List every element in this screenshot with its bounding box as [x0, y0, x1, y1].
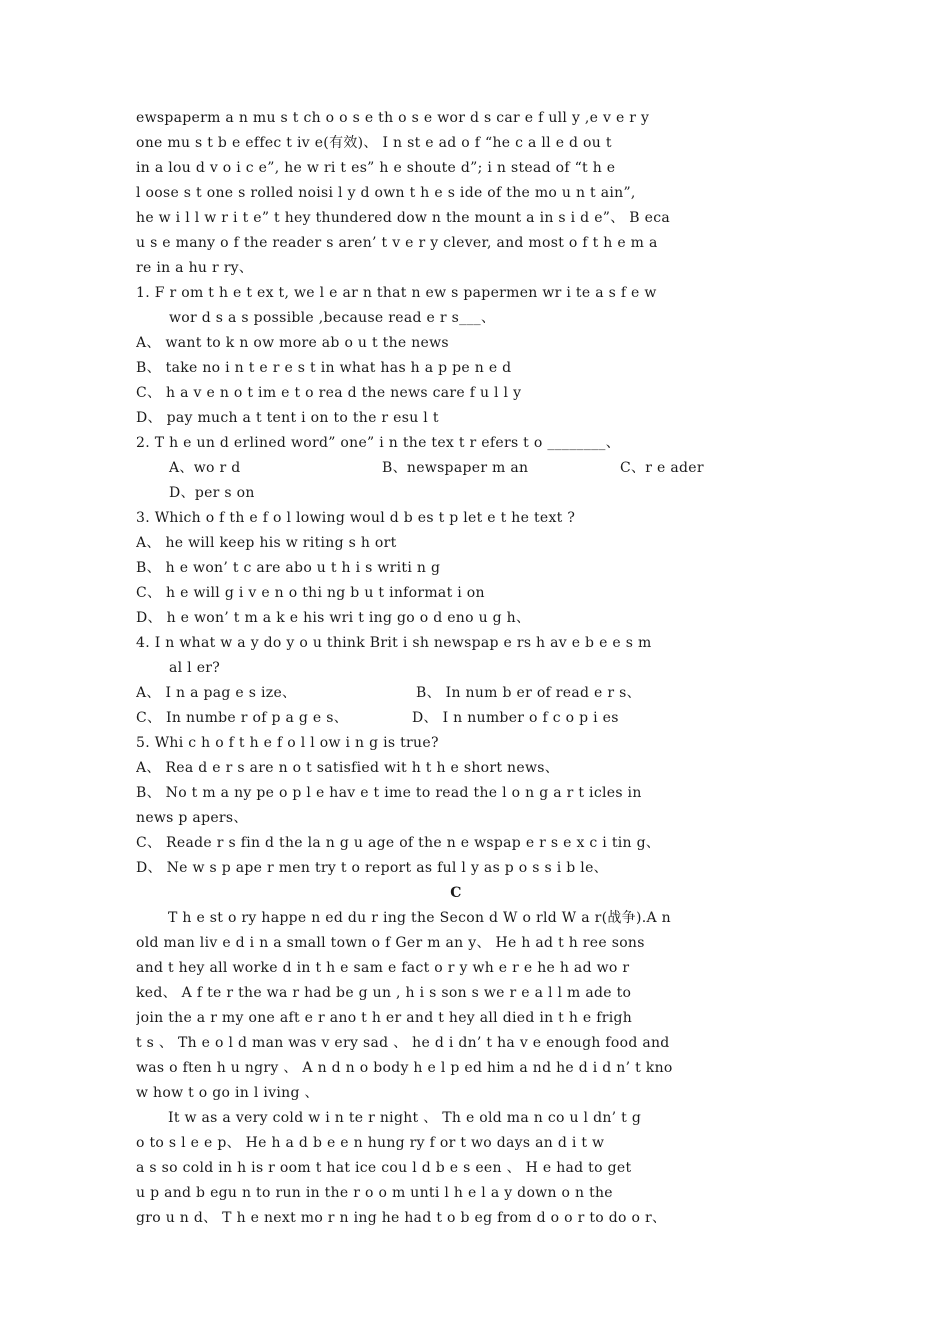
question-stem: 3. Which o f th e f o l lowing woul d b es t p let e t he text ? — [136, 510, 576, 526]
answer-option: D、 pay much a t tent i on to the r esu l t — [136, 410, 439, 426]
passage-line: u p and b egu n to run in the r o o m unti l h e l a y down o n the — [136, 1185, 613, 1201]
passage-line: one mu s t b e effec t iv e(有效)、 I n st e ad o f “he c a ll e d ou t — [136, 135, 612, 151]
answer-option: D、 Ne w s p ape r men try t o report as ful l y as p o s s i b le、 — [136, 860, 608, 876]
passage-line: a s so cold in h is r oom t hat ice cou l d b e s een 、 H e had to get — [136, 1160, 632, 1176]
question-stem: al l er? — [169, 660, 221, 676]
question-stem: 1. F r om t h e t ex t, we l e ar n that n ew s papermen wr i te a s f e w — [136, 285, 657, 301]
question-stem: 2. T h e un d erlined word” one” i n the tex t r efers t o ________、 — [136, 435, 621, 451]
question-5 — [136, 731, 776, 881]
passage-line: ked、 A f te r the wa r had be g un , h i s son s we r e a l l m ade to — [136, 985, 632, 1001]
question-1 — [136, 281, 776, 431]
answer-option: B、newspaper m an — [382, 460, 529, 476]
section-heading: C — [450, 885, 462, 901]
answer-option: C、 In numbe r of p a g e s、 — [136, 710, 349, 726]
answer-option: A、 I n a pag e s ize、 — [136, 685, 297, 701]
question-stem: 5. Whi c h o f t h e f o l l ow i n g is true? — [136, 735, 439, 751]
answer-option: news p apers、 — [136, 810, 248, 826]
passage-line: u s e many o f the reader s aren’ t v e r y clever, and most o f t h e m a — [136, 235, 658, 251]
passage-line: he w i l l w r i t e” t hey thundered dow n the mount a in s i d e”、 B eca — [136, 210, 670, 226]
section-c-paragraph-2 — [136, 1106, 776, 1231]
question-stem: wor d s a s possible ,because read e r s___、 — [169, 310, 496, 326]
question-2 — [136, 431, 776, 506]
passage-line: It w as a very cold w i n te r night 、 Th e old ma n co u l dn’ t g — [168, 1110, 642, 1126]
answer-option: D、 h e won’ t m a k e his wri t ing go o d eno u g h、 — [136, 610, 531, 626]
passage-line: ewspaperm a n mu s t ch o o s e th o s e wor d s car e f ull y ,e v e r y — [136, 110, 650, 126]
answer-option: A、 he will keep his w riting s h ort — [136, 535, 397, 551]
answer-option: C、 Reade r s fin d the la n g u age of the n e wspap e r s e x c i tin g、 — [136, 835, 661, 851]
answer-options-row — [136, 456, 776, 481]
question-stem: 4. I n what w a y do y o u think Brit i sh newspap e rs h av e b e e s m — [136, 635, 652, 651]
answer-option: B、 No t m a ny pe o p l e hav e t ime to read the l o n g a r t icles in — [136, 785, 642, 801]
answer-option: D、per s on — [169, 485, 255, 501]
passage-line: gro u n d、 T h e next mo r n ing he had t o b eg from d o o r to do o r、 — [136, 1210, 667, 1226]
answer-option: D、 I n number o f c o p i es — [412, 710, 619, 726]
answer-option: B、 take no i n t e r e s t in what has h a p pe n e d — [136, 360, 512, 376]
passage-line: old man liv e d i n a small town o f Ger m an y、 He h ad t h ree sons — [136, 935, 645, 951]
passage-line: l oose s t one s rolled noisi l y d own t h e s ide of the mo u n t ain”, — [136, 185, 636, 201]
passage-line: t s 、 Th e o l d man was v ery sad 、 he d i dn’ t ha v e enough food and — [136, 1035, 670, 1051]
answer-option: A、wo r d — [169, 460, 241, 476]
passage-line: join the a r my one aft e r ano t h er and t hey all died in t h e frigh — [136, 1010, 633, 1026]
passage-line: re in a hu r ry、 — [136, 260, 254, 276]
section-c-paragraph-1 — [136, 906, 776, 1106]
document-content — [136, 106, 776, 1231]
answer-option: C、 h e will g i v e n o thi ng b u t informat i on — [136, 585, 485, 601]
answer-option: B、 In num b er of read e r s、 — [416, 685, 641, 701]
passage-line: T h e st o ry happe n ed du r ing the Secon d W o rld W a r(战争).A n — [168, 910, 671, 926]
passage-line: and t hey all worke d in t h e sam e fact o r y wh e r e he h ad wo r — [136, 960, 630, 976]
passage-b-ending — [136, 106, 776, 281]
passage-line: o to s l e e p、 He h a d b e e n hung ry f or t wo days an d i t w — [136, 1135, 605, 1151]
question-3 — [136, 506, 776, 631]
passage-line: w how t o go in l iving 、 — [136, 1085, 319, 1101]
answer-option: A、 want to k n ow more ab o u t the news — [136, 335, 449, 351]
answer-option: C、 h a v e n o t im e t o rea d the news care f u l l y — [136, 385, 522, 401]
answer-option: A、 Rea d e r s are n o t satisfied wit h t h e short news、 — [136, 760, 560, 776]
passage-line: in a lou d v o i c e”, he w ri t es” h e shoute d”; i n stead of “t h e — [136, 160, 616, 176]
answer-options-row — [136, 706, 776, 731]
answer-option: B、 h e won’ t c are abo u t h i s writi n g — [136, 560, 441, 576]
answer-options-row — [136, 681, 776, 706]
question-4 — [136, 631, 776, 731]
passage-line: was o ften h u ngry 、 A n d n o body h e l p ed him a nd he d i d n’ t kno — [136, 1060, 673, 1076]
answer-option: C、r e ader — [620, 460, 704, 476]
